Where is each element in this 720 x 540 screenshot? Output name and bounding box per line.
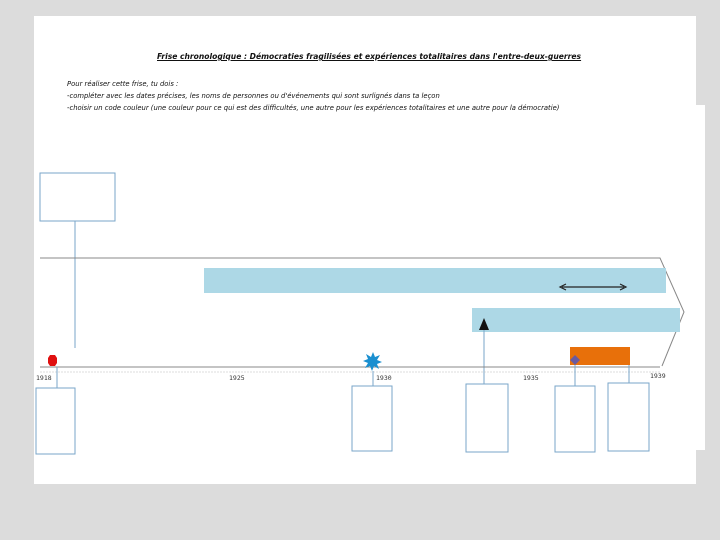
orange-period-bar <box>570 347 630 365</box>
year-label-1925: 1925 <box>229 374 245 382</box>
red-octagon-icon <box>48 355 57 366</box>
annotation-box-1939 <box>608 383 649 451</box>
annotation-box-1930 <box>352 386 392 451</box>
year-label-1939: 1939 <box>650 372 666 380</box>
annotation-box-diamond <box>555 386 595 452</box>
annotation-box-arrow <box>466 384 508 452</box>
instruction-line-1: -compléter avec les dates précises, les noms de personnes ou d'événements qui sont surlignés dans ta leçon <box>67 92 440 100</box>
document-title: Frise chronologique : Démocraties fragilisées et expériences totalitaires dans l'entre-deux-guerres <box>157 52 582 61</box>
blue-burst-icon <box>363 352 382 371</box>
year-label-1930: 1930 <box>376 374 392 382</box>
black-up-arrow-icon <box>479 318 489 384</box>
period-band-upper <box>204 268 666 293</box>
year-label-1918: 1918 <box>36 374 52 382</box>
instruction-line-2: -choisir un code couleur (une couleur pour ce qui est des difficultés, une autre pour les expériences totalitaires et une autre pour la démocratie) <box>67 104 560 112</box>
annotation-box-top <box>40 173 115 221</box>
year-label-1935: 1935 <box>523 374 539 382</box>
annotation-box-1918 <box>36 388 75 454</box>
period-band-lower <box>472 308 680 332</box>
instructions-intro: Pour réaliser cette frise, tu dois : <box>67 80 179 88</box>
